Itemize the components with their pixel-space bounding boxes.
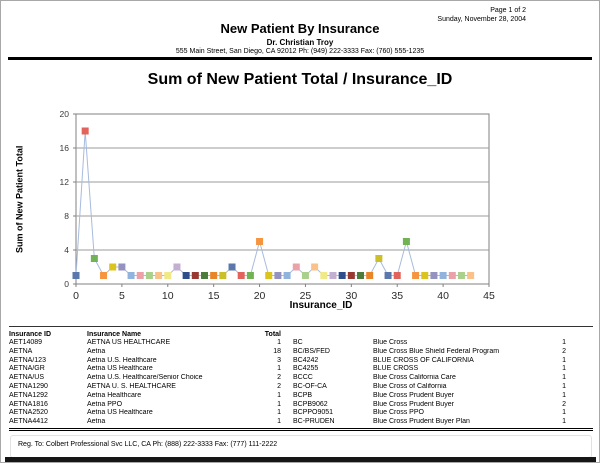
cell-insurance-id-left: AET14089 <box>9 339 43 346</box>
data-point-marker <box>192 272 199 279</box>
data-point-marker <box>238 272 245 279</box>
data-point-marker <box>265 272 272 279</box>
plot-area <box>76 114 489 284</box>
practice-address: 555 Main Street, San Diego, CA 92012 Ph: (949) 222-3333 Fax: (760) 555-1235 <box>175 48 425 55</box>
data-point-marker <box>458 272 465 279</box>
table-header-row <box>9 327 593 339</box>
cell-total-right: 1 <box>562 391 566 399</box>
data-point-marker <box>73 272 80 279</box>
data-point-marker <box>164 272 171 279</box>
y-tick-label: 16 <box>59 143 69 153</box>
table-bottom-rule <box>9 428 593 431</box>
cell-insurance-id-right: BC-PRUDEN <box>293 418 335 426</box>
data-point-marker <box>100 272 107 279</box>
table-row <box>9 409 593 418</box>
data-point-marker <box>348 272 355 279</box>
cell-total-left: 1 <box>277 339 281 346</box>
cell-total-left: 1 <box>277 400 281 408</box>
table-row <box>9 418 593 427</box>
cell-total-left: 2 <box>277 382 281 390</box>
cell-total-right: 1 <box>562 374 566 382</box>
cell-total-right: 1 <box>562 382 566 390</box>
data-point-marker <box>155 272 162 279</box>
cell-insurance-name-right: Blue Cross Prudent Buyer <box>373 400 454 408</box>
data-point-marker <box>302 272 309 279</box>
data-point-marker <box>210 272 217 279</box>
header-rule <box>8 57 592 60</box>
data-point-marker <box>109 264 116 271</box>
cell-insurance-id-left: AETNA/123 <box>9 356 46 364</box>
x-tick-label: 25 <box>299 290 312 302</box>
cell-insurance-id-left: AETNA1290 <box>9 382 48 390</box>
cell-insurance-name-left: Aetna US Healthcare <box>87 409 153 417</box>
table-row <box>9 392 593 401</box>
cell-insurance-id-left: AETNA <box>9 347 33 355</box>
cell-insurance-id-right: BC <box>293 339 303 346</box>
y-tick-label: 20 <box>59 109 69 119</box>
data-point-marker <box>146 272 153 279</box>
cell-insurance-name-right: Blue Cross of California <box>373 382 447 390</box>
cell-total-right: 1 <box>562 418 566 426</box>
cell-total-left: 1 <box>277 391 281 399</box>
cell-insurance-name-left: Aetna <box>87 418 106 426</box>
chart-x-axis-label: Insurance_ID <box>289 300 353 311</box>
y-tick-label: 4 <box>64 245 69 255</box>
col-header-insurance-id: Insurance ID <box>9 331 52 338</box>
cell-total-right: 1 <box>562 365 566 373</box>
cell-total-left: 1 <box>277 365 281 373</box>
data-point-marker <box>421 272 428 279</box>
chart-y-axis-label: Sum of New Patient Total <box>14 145 25 253</box>
report-date: Sunday, November 28, 2004 <box>437 15 526 23</box>
x-tick-label: 0 <box>73 290 79 302</box>
cell-insurance-id-right: BCCC <box>293 374 313 382</box>
cell-insurance-id-right: BC4255 <box>293 365 319 373</box>
cell-total-left: 1 <box>277 418 281 426</box>
data-point-marker <box>394 272 401 279</box>
y-tick-label: 8 <box>64 211 69 221</box>
cell-total-left: 3 <box>277 356 281 364</box>
data-point-marker <box>219 272 226 279</box>
cell-total-left: 2 <box>277 374 281 382</box>
y-tick-label: 12 <box>59 177 69 187</box>
data-point-marker <box>173 264 180 271</box>
x-tick-label: 35 <box>391 290 404 302</box>
data-point-marker <box>118 264 125 271</box>
cell-insurance-id-right: BCPB9062 <box>293 400 328 408</box>
cell-insurance-name-left: Aetna US Healthcare <box>87 365 153 373</box>
data-point-marker <box>293 264 300 271</box>
data-point-marker <box>366 272 373 279</box>
cell-total-right: 2 <box>562 400 566 408</box>
cell-insurance-name-right: Blue Cross Prudent Buyer Plan <box>373 418 470 426</box>
cell-insurance-id-right: BC-OF-CA <box>293 382 327 390</box>
data-point-marker <box>385 272 392 279</box>
footer-box <box>10 435 592 458</box>
cell-total-right: 2 <box>562 347 566 355</box>
data-point-marker <box>467 272 474 279</box>
table-row <box>9 383 593 392</box>
cell-insurance-name-left: Aetna U.S. Healthcare <box>87 356 157 364</box>
data-point-marker <box>201 272 208 279</box>
data-point-marker <box>449 272 456 279</box>
data-point-marker <box>137 272 144 279</box>
x-tick-label: 40 <box>437 290 449 302</box>
table-row <box>9 365 593 374</box>
cell-insurance-id-left: AETNA/US <box>9 374 45 382</box>
bottom-bar <box>5 457 596 463</box>
cell-insurance-id-right: BCPB <box>293 391 313 399</box>
cell-total-right: 1 <box>562 356 566 364</box>
x-tick-label: 30 <box>345 290 358 302</box>
line-chart <box>1 96 600 311</box>
table-row <box>9 374 593 383</box>
data-point-marker <box>128 272 135 279</box>
data-point-marker <box>320 272 327 279</box>
cell-insurance-name-right: Blue Cross California Care <box>373 374 456 382</box>
table-row <box>9 357 593 366</box>
table-row <box>9 348 593 357</box>
x-tick-label: 5 <box>118 290 125 302</box>
cell-total-left: 18 <box>273 347 281 355</box>
data-point-marker <box>247 272 254 279</box>
table-row <box>9 339 593 348</box>
data-point-marker <box>183 272 190 279</box>
footer-text: Reg. To: Colbert Professional Svc LLC, CA Ph: (888) 222-3333 Fax: (777) 111-2222 <box>18 441 278 448</box>
cell-insurance-name-left: Aetna Healthcare <box>87 391 142 399</box>
x-tick-label: 45 <box>483 290 495 302</box>
cell-insurance-id-left: AETNA/GR <box>9 365 45 373</box>
data-point-marker <box>357 272 364 279</box>
cell-total-left: 1 <box>277 409 281 417</box>
data-point-marker <box>91 255 98 262</box>
cell-insurance-name-right: BLUE CROSS <box>373 365 419 373</box>
cell-insurance-name-left: AETNA U. S. HEALTHCARE <box>87 382 176 390</box>
cell-insurance-name-right: Blue Cross Blue Shield Federal Program <box>373 347 500 355</box>
data-point-marker <box>403 238 410 245</box>
data-point-marker <box>229 264 236 271</box>
cell-total-right: 1 <box>562 339 566 346</box>
cell-insurance-name-left: Aetna PPO <box>87 400 123 408</box>
cell-insurance-name-right: Blue Cross Prudent Buyer <box>373 391 454 399</box>
x-tick-label: 15 <box>207 290 220 302</box>
report-title: New Patient By Insurance <box>220 21 380 36</box>
table-body <box>9 339 593 427</box>
cell-insurance-id-left: AETNA1292 <box>9 391 48 399</box>
cell-insurance-name-right: Blue Cross <box>373 339 408 346</box>
data-point-marker <box>440 272 447 279</box>
cell-insurance-id-left: AETNA2520 <box>9 409 48 417</box>
data-point-marker <box>339 272 346 279</box>
page-number: Page 1 of 2 <box>490 7 526 14</box>
cell-total-right: 1 <box>562 409 566 417</box>
data-point-marker <box>311 264 318 271</box>
col-header-total: Total <box>264 331 281 338</box>
cell-insurance-name-left: Aetna U.S. Healthcare/Senior Choice <box>87 374 203 382</box>
cell-insurance-name-right: BLUE CROSS OF CALIFORNIA <box>373 356 474 364</box>
cell-insurance-name-left: Aetna <box>87 347 106 355</box>
col-header-insurance-name: Insurance Name <box>87 331 142 338</box>
data-point-marker <box>412 272 419 279</box>
cell-insurance-name-left: AETNA US HEALTHCARE <box>87 339 171 346</box>
data-point-marker <box>284 272 291 279</box>
data-point-marker <box>329 272 336 279</box>
data-point-marker <box>375 255 382 262</box>
cell-insurance-id-right: BC/BS/FED <box>293 347 330 355</box>
y-tick-label: 0 <box>64 279 69 289</box>
doctor-name: Dr. Christian Troy <box>266 38 334 47</box>
cell-insurance-id-left: AETNA1816 <box>9 400 48 408</box>
chart-title: Sum of New Patient Total / Insurance_ID <box>147 71 453 88</box>
data-point-marker <box>274 272 281 279</box>
data-point-marker <box>430 272 437 279</box>
x-tick-label: 10 <box>161 290 174 302</box>
table-row <box>9 401 593 410</box>
x-tick-label: 20 <box>253 290 266 302</box>
data-point-marker <box>256 238 263 245</box>
insurance-table <box>9 326 593 431</box>
data-point-marker <box>82 128 89 135</box>
cell-insurance-id-right: BC4242 <box>293 356 319 364</box>
cell-insurance-name-right: Blue Cross PPO <box>373 409 424 417</box>
cell-insurance-id-right: BCPPO9051 <box>293 409 334 417</box>
cell-insurance-id-left: AETNA4412 <box>9 418 48 426</box>
